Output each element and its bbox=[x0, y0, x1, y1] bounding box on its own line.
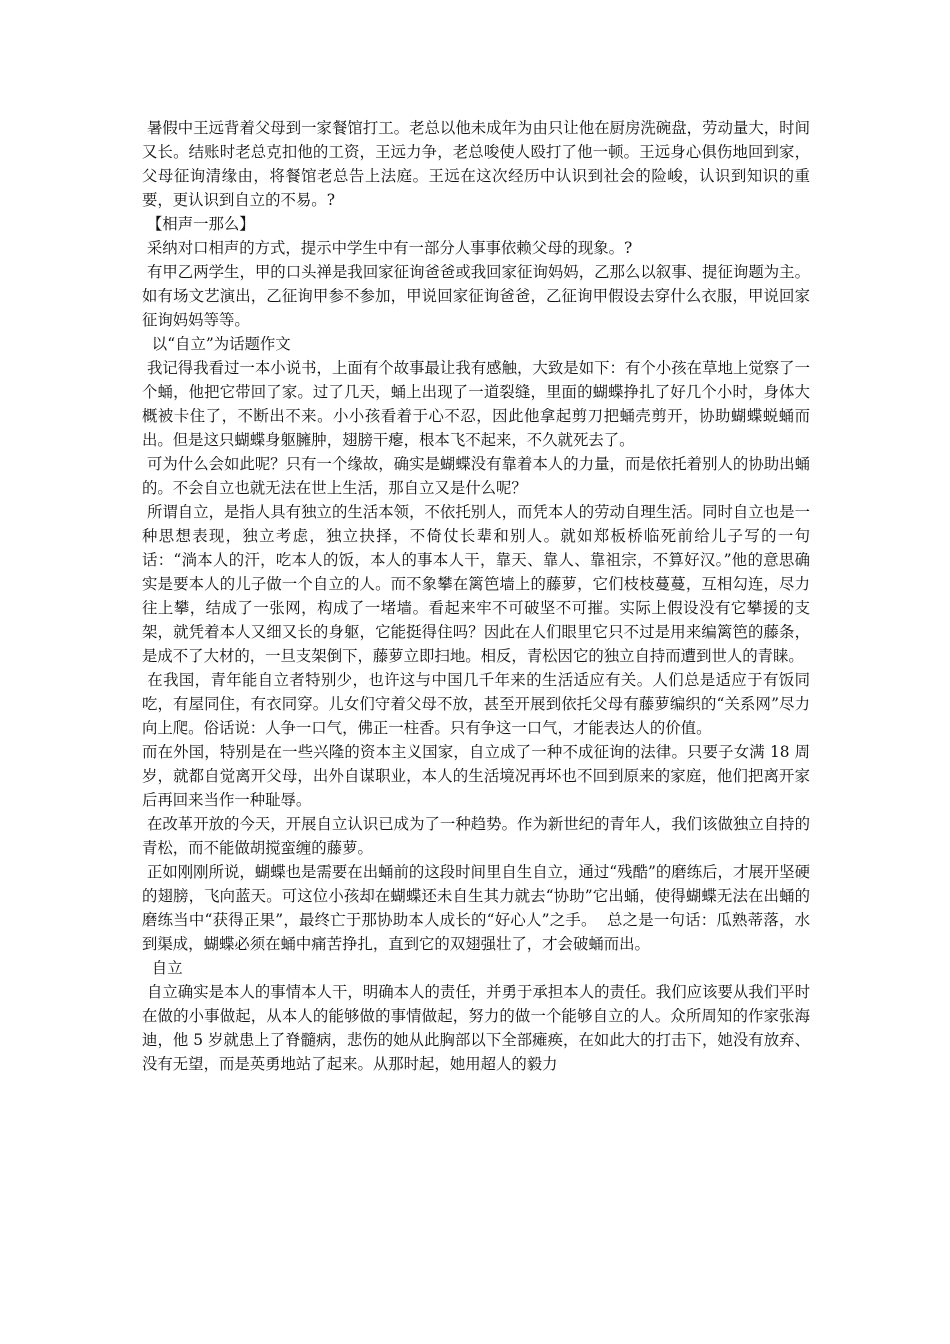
paragraph-butterfly-story: 我记得我看过一本小说书，上面有个故事最让我有感触，大致是如下：有个小孩在草地上觉察了一个蛹，他把它带回了家。过了几天，蛹上出现了一道裂缝，里面的蝴蝶挣扎了好几个小时，身体大概被卡住了，不断出不来。小小孩看着于心不忍，因此他拿起剪刀把蛹壳剪开，协助蝴蝶蜕蛹而出。但是这只蝴蝶身躯臃肿，翅膀干瘪，根本飞不起来，不久就死去了。 bbox=[142, 359, 810, 449]
paragraph-definition-self-reliance: 所谓自立，是指人具有独立的生活本领，不依托别人，而凭本人的劳动自理生活。同时自立也是一种思想表现，独立考虑，独立抉择，不倚仗长辈和别人。就如郑板桥临死前给儿子写的一句话：“淌本人的汗，吃本人的饭，本人的事本人干，靠天、靠人、靠祖宗，不算好汉。”他的意思确实是要本人的儿子做一个自立的人。而不象攀在篱笆墙上的藤萝，它们枝枝蔓蔓，互相勾连，尽力往上攀，结成了一张网，构成了一堵墙。看起来牢不可破坚不可摧。实际上假设没有它攀援的支架，就凭着本人又细又长的身躯，它能挺得住吗？因此在人们眼里它只不过是用来编篱笆的藤条，是成不了大材的，一旦支架倒下，藤萝立即扫地。相反，青松因它的独立自持而遭到世人的青睐。 bbox=[142, 503, 810, 665]
heading-crosstalk: 【相声一那么】 bbox=[142, 215, 255, 233]
paragraph-conclusion-butterfly: 正如刚刚所说，蝴蝶也是需要在出蛹前的这段时间里自生自立，通过“残酷”的磨练后，才展开坚硬的翅膀，飞向蓝天。可这位小孩却在蝴蝶还未自生其力就去“协助”它出蛹，使得蝴蝶无法在出蛹的磨练当中“获得正果”，最终亡于那协助本人成长的“好心人”之手。 总之是一句话：瓜熟蒂落，水到渠成，蝴蝶必须在蛹中痛苦挣扎，直到它的双翅强壮了，才会破蛹而出。 bbox=[142, 863, 810, 953]
paragraph-foreign-countries: 而在外国，特别是在一些兴隆的资本主义国家，自立成了一种不成征询的法律。只要子女满 18 周岁，就都自觉离开父母，出外自谋职业，本人的生活境况再坏也不回到原来的家庭，他们把离开家后再回来当作一种耻辱。 bbox=[142, 743, 810, 809]
paragraph-wang-yuan-story: 暑假中王远背着父母到一家餐馆打工。老总以他未成年为由只让他在厨房洗碗盘，劳动量大，时间又长。结账时老总克扣他的工资，王远力争，老总唆使人殴打了他一顿。王远身心俱伤地回到家，父母征询清缘由，将餐馆老总告上法庭。王远在这次经历中认识到社会的险峻，认识到知识的重要，更认识到自立的不易。? bbox=[142, 119, 810, 209]
paragraph-butterfly-reason: 可为什么会如此呢？只有一个缘故，确实是蝴蝶没有靠着本人的力量，而是依托着别人的协助出蛹的。不会自立也就无法在世上生活，那自立又是什么呢？ bbox=[142, 455, 810, 497]
heading-self-reliance: 自立 bbox=[142, 959, 183, 977]
paragraph-crosstalk-method: 采纳对口相声的方式，提示中学生中有一部分人事事依赖父母的现象。? bbox=[142, 239, 633, 257]
heading-essay-topic: 以“自立”为话题作文 bbox=[142, 335, 291, 353]
paragraph-zhang-haidi: 自立确实是本人的事情本人干，明确本人的责任，并勇于承担本人的责任。我们应该要从我们平时在做的小事做起，从本人的能够做的事情做起，努力的做一个能够自立的人。众所周知的作家张海迪，他 5 岁就患上了脊髓病，悲伤的她从此胸部以下全部瘫痪，在如此大的打击下，她没有放弃、没有无望，而是英勇地站了起来。从那时起，她用超人的毅力 bbox=[142, 983, 810, 1073]
paragraph-crosstalk-content: 有甲乙两学生，甲的口头禅是我回家征询爸爸或我回家征询妈妈，乙那么以叙事、提征询题为主。如有场文艺演出，乙征询甲参不参加，甲说回家征询爸爸，乙征询甲假设去穿什么衣服，甲说回家征询妈妈等等。 bbox=[142, 263, 810, 329]
paragraph-reform-era: 在改革开放的今天，开展自立认识已成为了一种趋势。作为新世纪的青年人，我们该做独立自持的青松，而不能做胡搅蛮缠的藤萝。 bbox=[142, 815, 810, 857]
document-body bbox=[142, 116, 810, 1076]
paragraph-china-youth: 在我国，青年能自立者特别少，也许这与中国几千年来的生活适应有关。人们总是适应于有饭同吃，有屋同住，有衣同穿。儿女们守着父母不放，甚至开展到依托父母有藤萝编织的“关系网”尽力向上爬。俗话说：人争一口气，佛正一柱香。只有争这一口气，才能表达人的价值。 bbox=[142, 671, 810, 737]
